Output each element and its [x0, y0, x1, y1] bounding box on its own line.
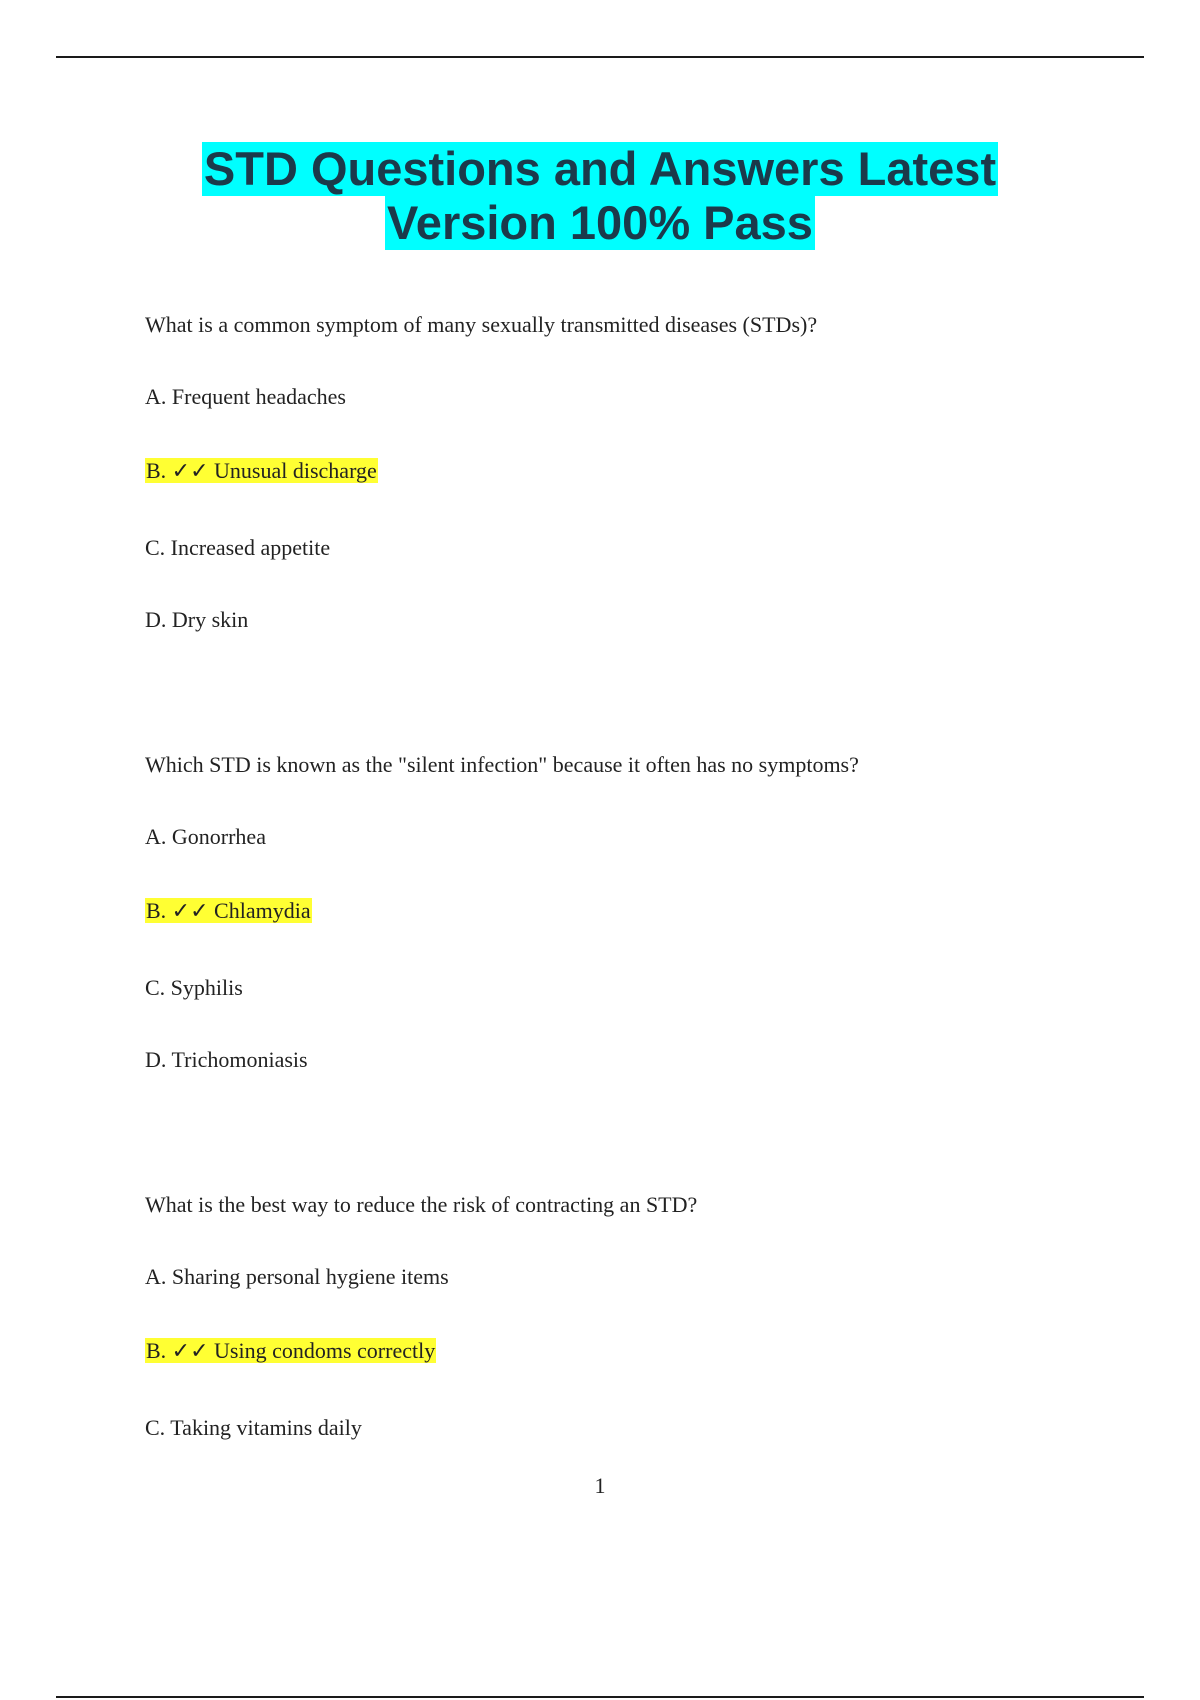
document-title	[0, 142, 1200, 250]
bottom-rule	[56, 1696, 1144, 1698]
page-number: 1	[594, 1473, 606, 1498]
question-3-text: What is the best way to reduce the risk of contracting an STD?	[145, 1192, 698, 1217]
correct-answer-highlight: B. ✓✓ Using condoms correctly	[146, 1338, 436, 1363]
question-1-option-b	[145, 456, 378, 486]
question-3-option-a: A. Sharing personal hygiene items	[145, 1264, 449, 1289]
correct-answer-highlight: B. ✓✓ Unusual discharge	[146, 458, 377, 483]
question-1-option-d: D. Dry skin	[145, 607, 249, 632]
question-3-option-c: C. Taking vitamins daily	[145, 1415, 362, 1440]
question-1-option-a: A. Frequent headaches	[145, 384, 346, 409]
question-2-option-c: C. Syphilis	[145, 975, 243, 1000]
question-1-text: What is a common symptom of many sexually transmitted diseases (STDs)?	[145, 312, 818, 337]
question-2-option-a: A. Gonorrhea	[145, 824, 266, 849]
question-2-text: Which STD is known as the "silent infection" because it often has no symptoms?	[145, 752, 859, 777]
title-line-2: Version 100% Pass	[387, 196, 813, 249]
top-rule	[56, 56, 1144, 58]
question-2-option-b	[145, 896, 312, 926]
question-1-option-c: C. Increased appetite	[145, 535, 331, 560]
correct-answer-highlight: B. ✓✓ Chlamydia	[146, 898, 311, 923]
question-3-option-b	[145, 1336, 436, 1366]
question-2-option-d: D. Trichomoniasis	[145, 1047, 308, 1072]
title-line-1: STD Questions and Answers Latest	[203, 142, 997, 195]
